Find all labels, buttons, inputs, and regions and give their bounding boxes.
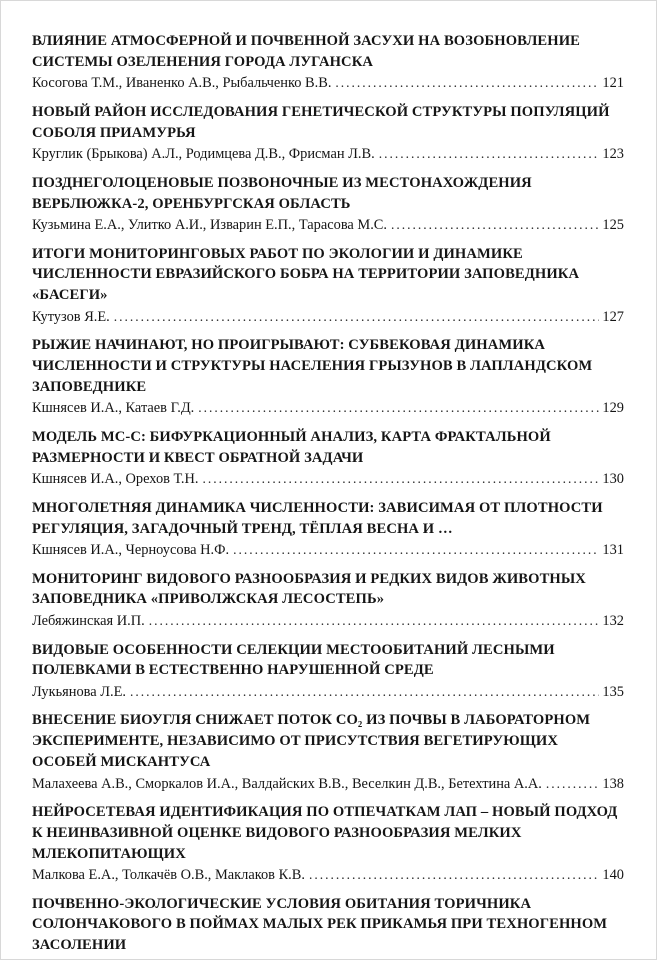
dot-leader: [379, 144, 600, 164]
toc-entry: [32, 427, 624, 490]
entry-title: ВЛИЯНИЕ АТМОСФЕРНОЙ И ПОЧВЕННОЙ ЗАСУХИ НА ВОЗОБНОВЛЕНИЕ СИСТЕМЫ ОЗЕЛЕНЕНИЯ ГОРОДА ЛУГАНСКА: [32, 33, 580, 70]
toc-entry: [32, 802, 624, 886]
entry-authors: Кузьмина Е.А., Улитко А.И., Изварин Е.П., Тарасова М.С.: [32, 217, 387, 234]
entry-page-number: 131: [602, 542, 624, 559]
entry-page-number: 138: [602, 775, 624, 792]
entry-author-row: [32, 144, 624, 164]
entry-title: ПОЗДНЕГОЛОЦЕНОВЫЕ ПОЗВОНОЧНЫЕ ИЗ МЕСТОНАХОЖДЕНИЯ ВЕРБЛЮЖКА-2, ОРЕНБУРГСКАЯ ОБЛАСТЬ: [32, 174, 532, 212]
toc-entry: [32, 498, 624, 561]
entry-author-row: [32, 215, 624, 235]
entry-authors: Кшнясев И.А., Орехов Т.Н.: [32, 471, 199, 488]
dot-leader: [202, 469, 599, 489]
entry-page-number: 125: [602, 217, 624, 234]
entry-title: МНОГОЛЕТНЯЯ ДИНАМИКА ЧИСЛЕННОСТИ: ЗАВИСИМАЯ ОТ ПЛОТНОСТИ РЕГУЛЯЦИЯ, ЗАГАДОЧНЫЙ ТРЕНД, ТЁПЛАЯ ВЕСНА И …: [32, 499, 603, 537]
entry-title: МОДЕЛЬ МС-С: БИФУРКАЦИОННЫЙ АНАЛИЗ, КАРТА ФРАКТАЛЬНОЙ РАЗМЕРНОСТИ И КВЕСТ ОБРАТНОЙ ЗАДАЧИ: [32, 428, 551, 466]
entry-title: МОНИТОРИНГ ВИДОВОГО РАЗНООБРАЗИЯ И РЕДКИХ ВИДОВ ЖИВОТНЫХ ЗАПОВЕДНИКА «ПРИВОЛЖСКАЯ ЛЕСОСТЕПЬ»: [32, 570, 586, 608]
dot-leader: [546, 774, 600, 794]
dot-leader: [114, 307, 600, 327]
entry-author-row: [32, 469, 624, 489]
entry-author-row: [32, 865, 624, 885]
entry-title: ИТОГИ МОНИТОРИНГОВЫХ РАБОТ ПО ЭКОЛОГИИ И ДИНАМИКЕ ЧИСЛЕННОСТИ ЕВРАЗИЙСКОГО БОБРА НА ТЕРРИТОРИИ ЗАПОВЕДНИКА «БАСЕГИ»: [32, 245, 580, 304]
entry-page-number: 132: [602, 613, 624, 630]
entry-author-row: [32, 540, 624, 560]
entry-authors: Кшнясев И.А., Черноусова Н.Ф.: [32, 542, 230, 559]
entry-authors: Косогова Т.М., Иваненко А.В., Рыбальченко В.В.: [32, 75, 332, 92]
entry-authors: Малкова Е.А., Толкачёв О.В., Маклаков К.В.: [32, 867, 305, 884]
entry-author-row: [32, 682, 624, 702]
dot-leader: [309, 865, 599, 885]
dot-leader: [335, 73, 599, 93]
entry-page-number: 127: [602, 308, 624, 325]
toc-entry: [32, 894, 624, 960]
entry-page-number: 129: [602, 400, 624, 417]
entry-page-number: 140: [602, 867, 624, 884]
dot-leader: [149, 611, 600, 631]
dot-leader: [198, 398, 599, 418]
entry-authors: Круглик (Брыкова) А.Л., Родимцева Д.В., Фрисман Л.В.: [32, 146, 375, 163]
entry-page-number: 135: [602, 684, 624, 700]
entry-title: ВИДОВЫЕ ОСОБЕННОСТИ СЕЛЕКЦИИ МЕСТООБИТАНИЙ ЛЕСНЫМИ ПОЛЕВКАМИ В ЕСТЕСТВЕННО НАРУШЕННОЙ СРЕДЕ: [32, 641, 555, 679]
entry-author-row: [32, 398, 624, 418]
entry-page-number: 130: [602, 471, 624, 488]
dot-leader: [130, 682, 599, 702]
entry-authors: Лебяжинская И.П.: [32, 613, 145, 630]
entry-title: НОВЫЙ РАЙОН ИССЛЕДОВАНИЯ ГЕНЕТИЧЕСКОЙ СТРУКТУРЫ ПОПУЛЯЦИЙ СОБОЛЯ ПРИАМУРЬЯ: [32, 103, 610, 141]
toc-entry: [32, 31, 624, 94]
toc-entry: [32, 710, 624, 794]
dot-leader: [391, 215, 599, 235]
entry-page-number: 121: [602, 75, 624, 92]
entry-author-row: [32, 307, 624, 327]
toc-entry: [32, 335, 624, 419]
entry-author-row: [32, 73, 624, 93]
dot-leader: [233, 540, 599, 560]
entry-title: ПОЧВЕННО-ЭКОЛОГИЧЕСКИЕ УСЛОВИЯ ОБИТАНИЯ ТОРИЧНИКА СОЛОНЧАКОВОГО В ПОЙМАХ МАЛЫХ РЕК ПРИКАМЬЯ ПРИ ТЕХНОГЕННОМ ЗАСОЛЕНИИ: [32, 895, 608, 954]
toc-entry: [32, 640, 624, 703]
toc-entry: [32, 244, 624, 328]
toc-list: [32, 31, 624, 960]
entry-page-number: 123: [602, 146, 624, 163]
entry-author-row: [32, 611, 624, 631]
toc-entry: [32, 102, 624, 165]
entry-title: НЕЙРОСЕТЕВАЯ ИДЕНТИФИКАЦИЯ ПО ОТПЕЧАТКАМ ЛАП – НОВЫЙ ПОДХОД К НЕИНВАЗИВНОЙ ОЦЕНКЕ ВИДОВОГО РАЗНООБРАЗИЯ МЕЛКИХ МЛЕКОПИТАЮЩИХ: [32, 804, 618, 862]
entry-author-row: [32, 774, 624, 794]
toc-entry: [32, 569, 624, 632]
entry-authors: Кутузов Я.Е.: [32, 308, 110, 325]
entry-title: РЫЖИЕ НАЧИНАЮТ, НО ПРОИГРЫВАЮТ: СУБВЕКОВАЯ ДИНАМИКА ЧИСЛЕННОСТИ И СТРУКТУРЫ НАСЕЛЕНИЯ ГРЫЗУНОВ В ЛАПЛАНДСКОМ ЗАПОВЕДНИКЕ: [32, 337, 593, 395]
entry-authors: Кшнясев И.А., Катаев Г.Д.: [32, 400, 195, 417]
toc-entry: [32, 173, 624, 236]
entry-title: ВНЕСЕНИЕ БИОУГЛЯ СНИЖАЕТ ПОТОК CO₂ ИЗ ПОЧВЫ В ЛАБОРАТОРНОМ ЭКСПЕРИМЕНТЕ, НЕЗАВИСИМО ОТ ПРИСУТСТВИЯ ВЕГЕТИРУЮЩИХ ОСОБЕЙ МИСКАНТУСА: [32, 712, 591, 770]
entry-authors: Малахеева А.В., Сморкалов И.А., Валдайских В.В., Веселкин Д.В., Бетехтина А.А.: [32, 775, 542, 792]
entry-authors: Лукьянова Л.Е.: [32, 684, 127, 700]
